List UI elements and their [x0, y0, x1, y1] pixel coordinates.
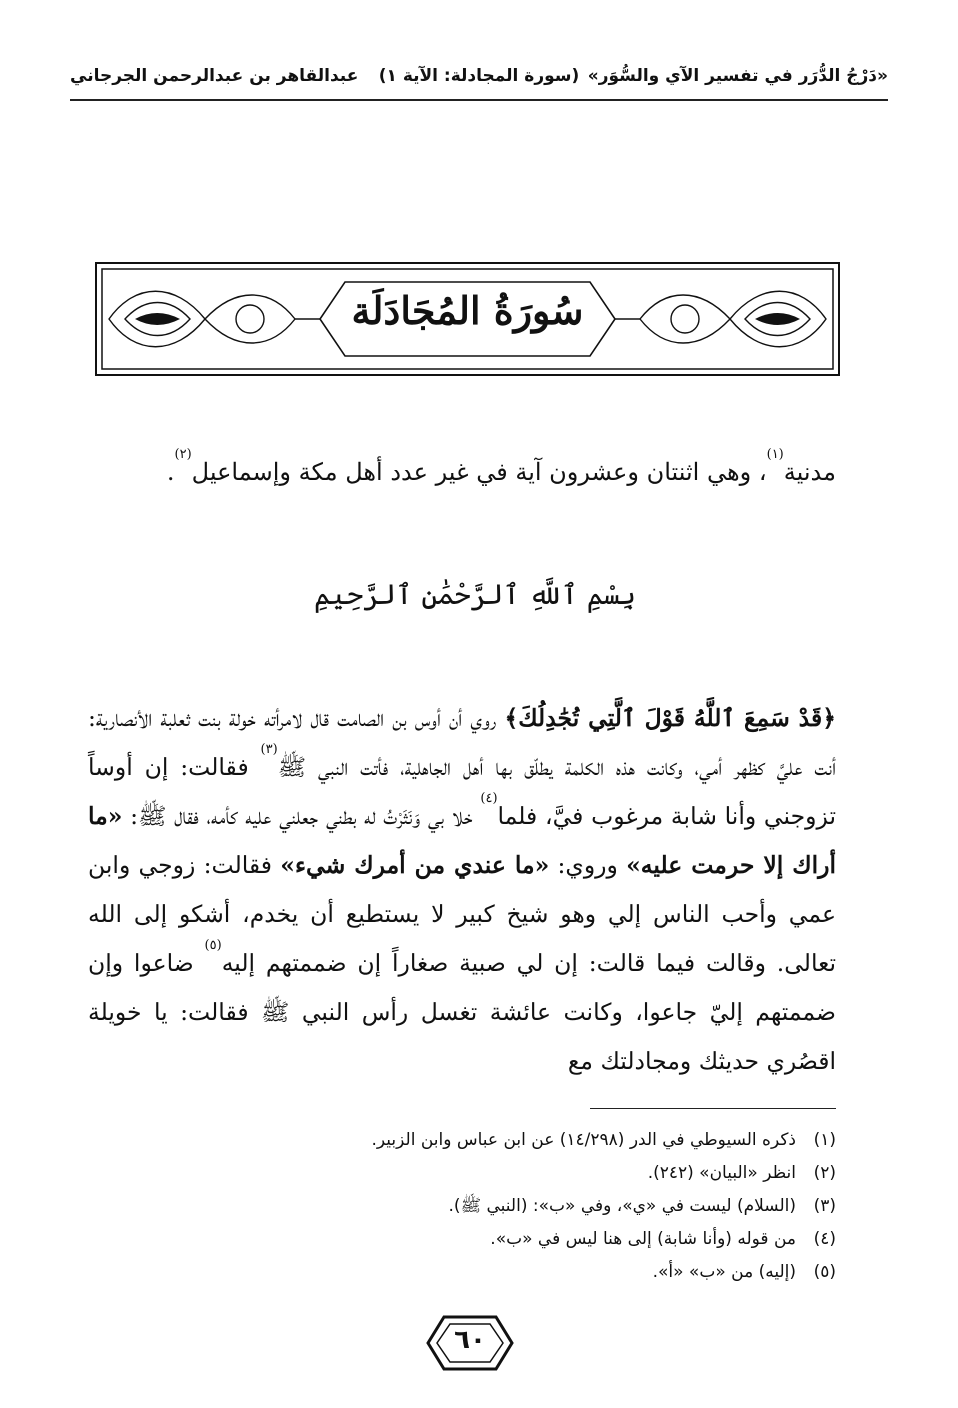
footnote-number: (٣): [813, 1196, 836, 1216]
hadith-quote-1: «ما أراك إلا حرمت عليه»: [88, 802, 836, 879]
quran-verse: ﴿قَدْ سَمِعَ ٱللَّهُ قَوْلَ ٱلَّتِي تُجَٰدِلُكَ﴾: [504, 704, 836, 732]
body-text-5: فقالت: زوجي وابن عمي وأحب الناس إلي وهو شيخ كبير لا يستطيع أن يخدم، أشكو إلى الله تعالى. وقالت فيما قالت: إن لي صبية صغاراً إن ضممتهم إليه: [88, 851, 836, 977]
body-text-6: ضاعوا وإن ضممتهم إليّ جاعوا، وكانت عائشة تغسل رأس النبي ﷺ فقالت: يا خويلة اقصُري حديثك ومجادلتك مع: [88, 949, 836, 1075]
footnote: [120, 1256, 836, 1289]
footnote-ref-1: (١): [766, 447, 784, 462]
surah-title-banner: [95, 262, 840, 376]
running-header: [70, 58, 888, 98]
surah-intro: [88, 448, 836, 496]
surah-name: سُورَةُ المُجَادَلَة: [351, 288, 584, 333]
footnote-ref-4: (٤): [480, 791, 498, 806]
footnote-text: انظر «البيان» (٢٤٢).: [647, 1163, 796, 1183]
footnote-divider: [590, 1108, 836, 1109]
hadith-quote-2: «ما عندي من أمرك شيء»: [280, 851, 550, 879]
footnote: [120, 1190, 836, 1223]
commentary-paragraph: [88, 694, 836, 1086]
body-text-2: فقالت: إن أوساً تزوجني وأنا شابة مرغوب فيَّ، فلما: [88, 753, 836, 830]
footnote-number: (٤): [813, 1229, 836, 1249]
footnote-number: (٥): [813, 1262, 836, 1282]
intro-text-1: مدنية: [783, 458, 836, 486]
footnote-text: (السلام) ليست في «ي»، وفي «ب»: (النبي ﷺ).: [448, 1196, 796, 1216]
body-text-4: وروي:: [549, 851, 627, 879]
footnote: [120, 1223, 836, 1256]
body-text-3: خلا بي وَنَثَرْتُ له بطني جعلني عليه كأمه، فقال ﷺ:: [122, 802, 481, 830]
body-text-1: روي أن أوس بن الصامت قال لامرأته خولة بنت ثعلبة الأنصارية: أنت عليَّ كظهر أمي، وكانت هذه الكلمة يطلّق بها أهل الجاهلية، فأتت النبي ﷺ: [88, 704, 837, 781]
footnote-number: (١): [813, 1130, 836, 1150]
footnote-text: (إليه) من «ب» «أ».: [652, 1262, 796, 1282]
footnote: [120, 1157, 836, 1190]
footnote-ref-3: (٣): [260, 742, 278, 757]
footnote-text: ذكره السيوطي في الدر (١٤/٢٩٨) عن ابن عباس وابن الزبير.: [371, 1130, 796, 1150]
basmala: بِسْمِ ٱللَّهِ ٱلرَّحْمَٰنِ ٱلرَّحِيمِ: [313, 578, 636, 611]
footnote-number: (٢): [813, 1163, 836, 1183]
header-divider: [70, 99, 888, 101]
footnote: [120, 1124, 836, 1157]
footnote-ref-5: (٥): [204, 938, 222, 953]
author-name: عبدالقاهر بن عبدالرحمن الجرجاني: [70, 66, 359, 86]
page-number: ٦٠: [454, 1325, 486, 1355]
surah-reference: (سورة المجادلة: الآية ١): [378, 66, 580, 86]
book-title: «دَرْجُ الدُّرَر في تفسير الآي والسُّوَر»: [587, 66, 888, 86]
footnotes: [120, 1124, 836, 1289]
footnote-text: من قوله (وأنا شابة) إلى هنا ليس في «ب».: [490, 1229, 796, 1249]
page-number-ornament: [424, 1313, 516, 1373]
intro-text-3: .: [166, 458, 175, 486]
intro-text-2: ، وهي اثنتان وعشرون آية في غير عدد أهل مكة وإسماعيل: [191, 458, 767, 486]
footnote-ref-2: (٢): [174, 447, 192, 462]
